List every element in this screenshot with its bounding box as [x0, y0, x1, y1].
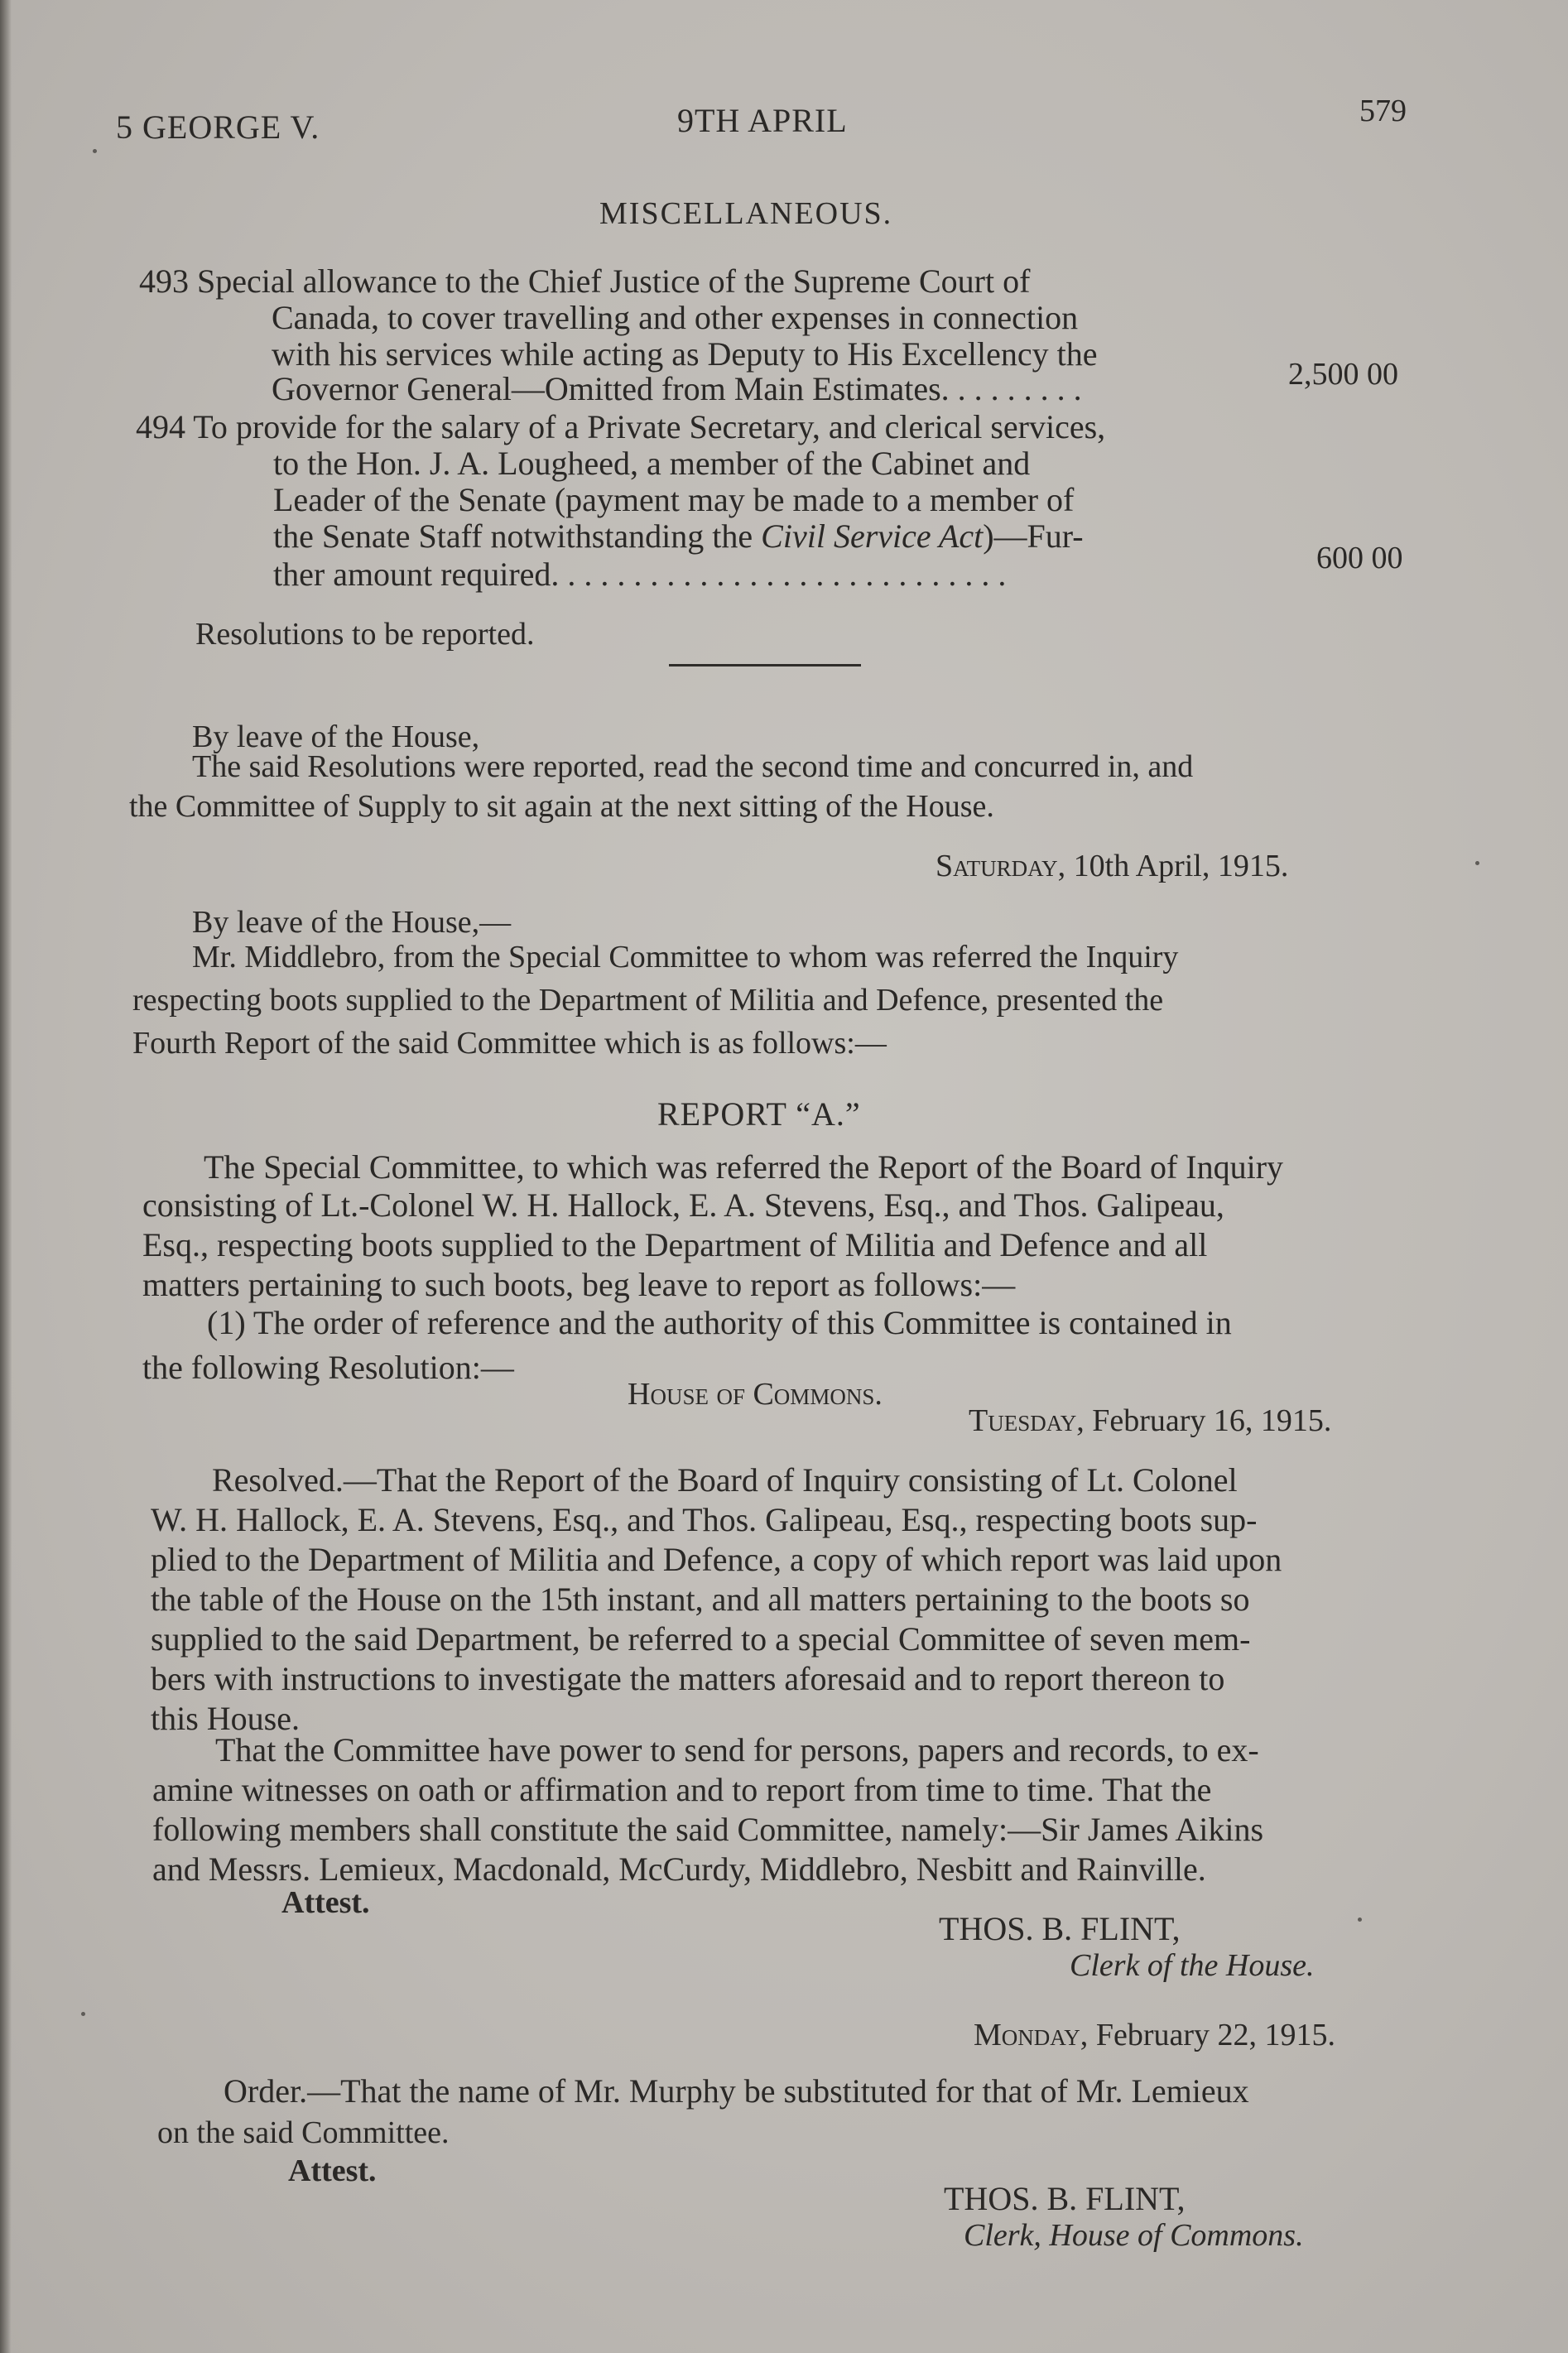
date-saturday-day: Saturday,: [936, 849, 1066, 883]
resolved-line1: Resolved.—That the Report of the Board of Inquiry consisting of Lt. Colonel: [212, 1461, 1238, 1499]
attest-1: Attest.: [281, 1885, 370, 1920]
report-para1-line3: Esq., respecting boots supplied to the Department of Militia and Defence and all: [142, 1226, 1208, 1263]
leave2-line3: respecting boots supplied to the Department of Militia and Defence, presented the: [132, 983, 1164, 1018]
date-monday: [974, 2017, 1335, 2053]
leave1-line3: the Committee of Supply to sit again at the next sitting of the House.: [129, 789, 994, 824]
leave2-line2: Mr. Middlebro, from the Special Committee to whom was referred the Inquiry: [192, 940, 1179, 974]
item494-line1: 494 To provide for the salary of a Private Secretary, and clerical services,: [136, 408, 1106, 445]
report-para1-line1: The Special Committee, to which was referred the Report of the Board of Inquiry: [204, 1148, 1284, 1186]
date-monday-day: Monday,: [974, 2018, 1089, 2052]
item494-line5: ther amount required. . . . . . . . . . . . . . . . . . . . . . . . . . . .: [273, 556, 1007, 593]
resolved-line6: bers with instructions to investigate the matters aforesaid and to report thereon to: [151, 1660, 1225, 1697]
leave2-line1: By leave of the House,—: [192, 905, 512, 940]
resolved-line5: supplied to the said Department, be referred to a special Committee of seven mem-: [151, 1620, 1251, 1658]
item493-line1: 493 Special allowance to the Chief Justice of the Supreme Court of: [139, 262, 1031, 300]
item494-line2: to the Hon. J. A. Lougheed, a member of the Cabinet and: [273, 445, 1031, 482]
section-title-miscellaneous: MISCELLANEOUS.: [599, 196, 893, 231]
paper-speck: [93, 149, 97, 153]
signature1-name: THOS. B. FLINT,: [939, 1910, 1181, 1947]
order-line1: Order.—That the name of Mr. Murphy be substituted for that of Mr. Lemieux: [224, 2072, 1249, 2110]
resolutions-to-be-reported: Resolutions to be reported.: [195, 617, 535, 652]
leave2-line4: Fourth Report of the said Committee which is as follows:—: [132, 1026, 887, 1061]
page-number: 579: [1359, 94, 1407, 128]
item494-line4-text: the Senate Staff notwithstanding the: [273, 517, 762, 555]
resolved-line3: plied to the Department of Militia and Defence, a copy of which report was laid upon: [151, 1541, 1282, 1578]
report-para1-line2: consisting of Lt.-Colonel W. H. Hallock, E. A. Stevens, Esq., and Thos. Galipeau,: [142, 1186, 1224, 1224]
power-line4: and Messrs. Lemieux, Macdonald, McCurdy, Middlebro, Nesbitt and Rainville.: [152, 1850, 1206, 1888]
attest-2: Attest.: [288, 2153, 377, 2188]
signature2-title: Clerk, House of Commons.: [964, 2218, 1304, 2253]
item494-line4: [273, 517, 1084, 556]
date-monday-date: February 22, 1915.: [1095, 2018, 1335, 2052]
resolved-line7: this House.: [151, 1700, 300, 1737]
paper-speck: [1358, 1918, 1362, 1922]
item493-line3: with his services while acting as Deputy to His Excellency the: [272, 335, 1098, 373]
power-line3: following members shall constitute the said Committee, namely:—Sir James Aikins: [152, 1811, 1264, 1848]
item494-line3: Leader of the Senate (payment may be made to a member of: [273, 481, 1075, 518]
signature2-name: THOS. B. FLINT,: [944, 2180, 1186, 2217]
report-para2-line1: (1) The order of reference and the authority of this Committee is contained in: [207, 1304, 1232, 1341]
paper-speck: [1475, 861, 1479, 865]
power-line2: amine witnesses on oath or affirmation and to report from time to time. That the: [152, 1771, 1212, 1808]
report-title: REPORT “A.”: [657, 1095, 861, 1133]
date-saturday-date: 10th April, 1915.: [1073, 849, 1289, 883]
date-tuesday-day: Tuesday,: [969, 1403, 1085, 1438]
report-para1-line4: matters pertaining to such boots, beg leave to report as follows:—: [142, 1266, 1016, 1303]
item494-amount: 600 00: [1316, 541, 1403, 575]
power-line1: That the Committee have power to send for persons, papers and records, to ex-: [215, 1731, 1259, 1768]
date-tuesday-date: February 16, 1915.: [1092, 1403, 1332, 1438]
item493-amount: 2,500 00: [1288, 357, 1398, 392]
paper-speck: [81, 2012, 85, 2016]
header-date: 9TH APRIL: [677, 102, 848, 139]
date-saturday: [936, 848, 1288, 884]
item493-line2: Canada, to cover travelling and other expenses in connection: [272, 299, 1079, 336]
order-line2: on the said Committee.: [157, 2115, 450, 2150]
item494-line4-end: )—Fur-: [983, 517, 1084, 555]
signature1-title: Clerk of the House.: [1070, 1948, 1315, 1983]
page-spine-shadow: [0, 0, 12, 2353]
report-para2-line2: the following Resolution:—: [142, 1349, 514, 1386]
header-regnal-year: 5 GEORGE V.: [116, 108, 320, 146]
leave1-line2: The said Resolutions were reported, read the second time and concurred in, and: [192, 749, 1194, 784]
section-divider-rule: [669, 664, 861, 666]
date-tuesday: [969, 1403, 1331, 1439]
resolved-line2: W. H. Hallock, E. A. Stevens, Esq., and Thos. Galipeau, Esq., respecting boots sup-: [151, 1501, 1258, 1538]
civil-service-act-citation: Civil Service Act: [761, 517, 984, 555]
resolved-line4: the table of the House on the 15th instant, and all matters pertaining to the boots so: [151, 1581, 1250, 1618]
house-of-commons-heading: House of Commons.: [628, 1377, 883, 1412]
leave1-line1: By leave of the House,: [192, 719, 480, 754]
item493-line4: Governor General—Omitted from Main Estimates. . . . . . . . .: [272, 370, 1082, 407]
